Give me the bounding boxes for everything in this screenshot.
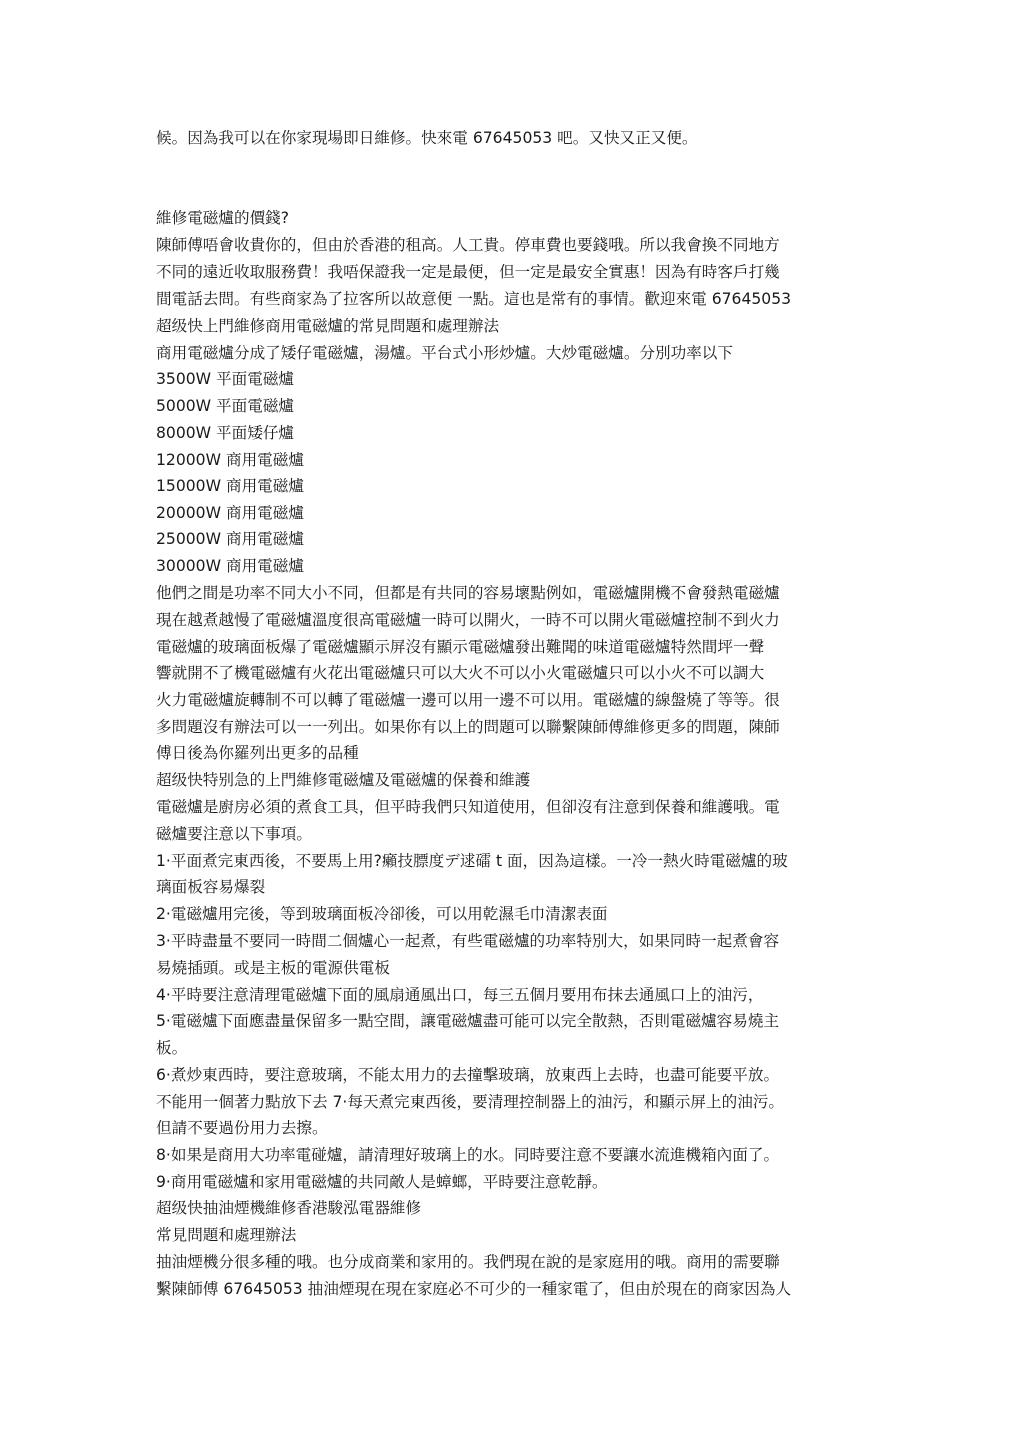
maintenance-tip-line: 璃面板容易爆裂 (156, 878, 266, 896)
problems-paragraph-line: 火力電磁爐旋轉制不可以轉了電磁爐一邊可以用一邊不可以用。電磁爐的線盤燒了等等。很 (156, 691, 780, 709)
price-paragraph-line: 間電話去問。有些商家為了拉客所以故意便 一點。這也是常有的事情。歡迎來電 67645053 (156, 290, 792, 308)
power-list-item: 30000W 商用電磁爐 (156, 557, 304, 575)
problems-paragraph-line: 響就開不了機電磁爐有火花出電磁爐只可以大火不可以小火電磁爐只可以小火不可以調大 (156, 664, 765, 682)
price-heading: 維修電磁爐的價錢? (156, 209, 290, 227)
range-hood-paragraph-line: 繫陳師傅 67645053 抽油煙現在現在家庭必不可少的一種家電了，但由於現在的商家因為人 (156, 1280, 792, 1298)
maintenance-intro-line: 磁爐要注意以下事項。 (156, 825, 312, 843)
problems-paragraph-line: 多問題沒有辦法可以一一列出。如果你有以上的問題可以聯繫陳師傅維修更多的問題，陳師 (156, 718, 780, 736)
maintenance-tip-line: 板。 (156, 1039, 188, 1057)
power-list-item: 8000W 平面矮仔爐 (156, 424, 295, 442)
intro-tail-text: 候。因為我可以在你家現場即日維修。快來電 67645053 吧。又快又正又便。 (156, 129, 698, 147)
commercial-intro: 商用電磁爐分成了矮仔電磁爐，湯爐。平台式小形炒爐。大炒電磁爐。分別功率以下 (156, 344, 733, 362)
maintenance-tip-line: 6·煮炒東西時，要注意玻璃，不能太用力的去撞擊玻璃，放東西上去時，也盡可能要平放。 (156, 1066, 780, 1084)
range-hood-heading: 超级快抽油煙機維修香港駿泓電器維修 (156, 1199, 422, 1217)
price-paragraph-line: 不同的遠近收取服務費！我唔保證我一定是最便，但一定是最安全實惠！因為有時客戶打幾 (156, 263, 780, 281)
maintenance-tip-line: 3·平時盡量不要同一時間二個爐心一起煮，有些電磁爐的功率特別大，如果同時一起煮會容 (156, 932, 780, 950)
maintenance-tip-line: 1·平面煮完東西後，不要馬上用?癩技膘度デ逑礌 t 面，因為這樣。一冷一熱火時電磁爐的玻 (156, 852, 788, 870)
maintenance-tip-line: 4·平時要注意清理電磁爐下面的風扇通風出口，每三五個月要用布抹去通風口上的油污， (156, 986, 764, 1004)
power-list-item: 15000W 商用電磁爐 (156, 477, 304, 495)
maintenance-tip-line: 易燒插頭。或是主板的電源供電板 (156, 959, 390, 977)
power-list-item: 12000W 商用電磁爐 (156, 451, 304, 469)
price-paragraph-line: 陳師傅唔會收貴你的，但由於香港的租高。人工貴。停車費也要錢哦。所以我會換不同地方 (156, 236, 780, 254)
power-list-item: 5000W 平面電磁爐 (156, 397, 295, 415)
problems-paragraph-line: 他們之間是功率不同大小不同，但都是有共同的容易壞點例如，電磁爐開機不會發熱電磁爐 (156, 584, 780, 602)
range-hood-paragraph-line: 抽油煙機分很多種的哦。也分成商業和家用的。我們現在說的是家庭用的哦。商用的需要聯 (156, 1253, 780, 1271)
maintenance-tip-line: 但請不要過份用力去擦。 (156, 1119, 328, 1137)
range-hood-subheading: 常見問題和處理辦法 (156, 1226, 297, 1244)
maintenance-tip-line: 9·商用電磁爐和家用電磁爐的共同敵人是蟑螂，平時要注意乾靜。 (156, 1173, 608, 1191)
maintenance-tip-line: 8·如果是商用大功率電碰爐，請清理好玻璃上的水。同時要注意不要讓水流進機箱內面了。 (156, 1146, 780, 1164)
power-list-item: 25000W 商用電磁爐 (156, 530, 304, 548)
maintenance-tip-line: 5·電磁爐下面應盡量保留多一點空間，讓電磁爐盡可能可以完全散熱，否則電磁爐容易燒主 (156, 1012, 780, 1030)
problems-paragraph-line: 傅日後為你羅列出更多的品種 (156, 744, 359, 762)
maintenance-intro-line: 電磁爐是廚房必須的煮食工具，但平時我們只知道使用，但卻沒有注意到保養和維護哦。電 (156, 798, 780, 816)
maintenance-heading: 超级快特别急的上門維修電磁爐及電磁爐的保養和維護 (156, 771, 531, 789)
maintenance-tip-line: 2·電磁爐用完後，等到玻璃面板冷卻後，可以用乾濕毛巾清潔表面 (156, 905, 608, 923)
maintenance-tip-line: 不能用一個著力點放下去 7·每天煮完東西後，要清理控制器上的油污，和顯示屏上的油污。 (156, 1093, 784, 1111)
power-list-item: 3500W 平面電磁爐 (156, 370, 295, 388)
power-list-item: 20000W 商用電磁爐 (156, 504, 304, 522)
problems-paragraph-line: 現在越煮越慢了電磁爐溫度很高電磁爐一時可以開火，一時不可以開火電磁爐控制不到火力 (156, 611, 780, 629)
commercial-heading: 超级快上門維修商用電磁爐的常見問題和處理辦法 (156, 317, 500, 335)
problems-paragraph-line: 電磁爐的玻璃面板爆了電磁爐顯示屏沒有顯示電磁爐發出難聞的味道電磁爐特然間坪一聲 (156, 638, 765, 656)
